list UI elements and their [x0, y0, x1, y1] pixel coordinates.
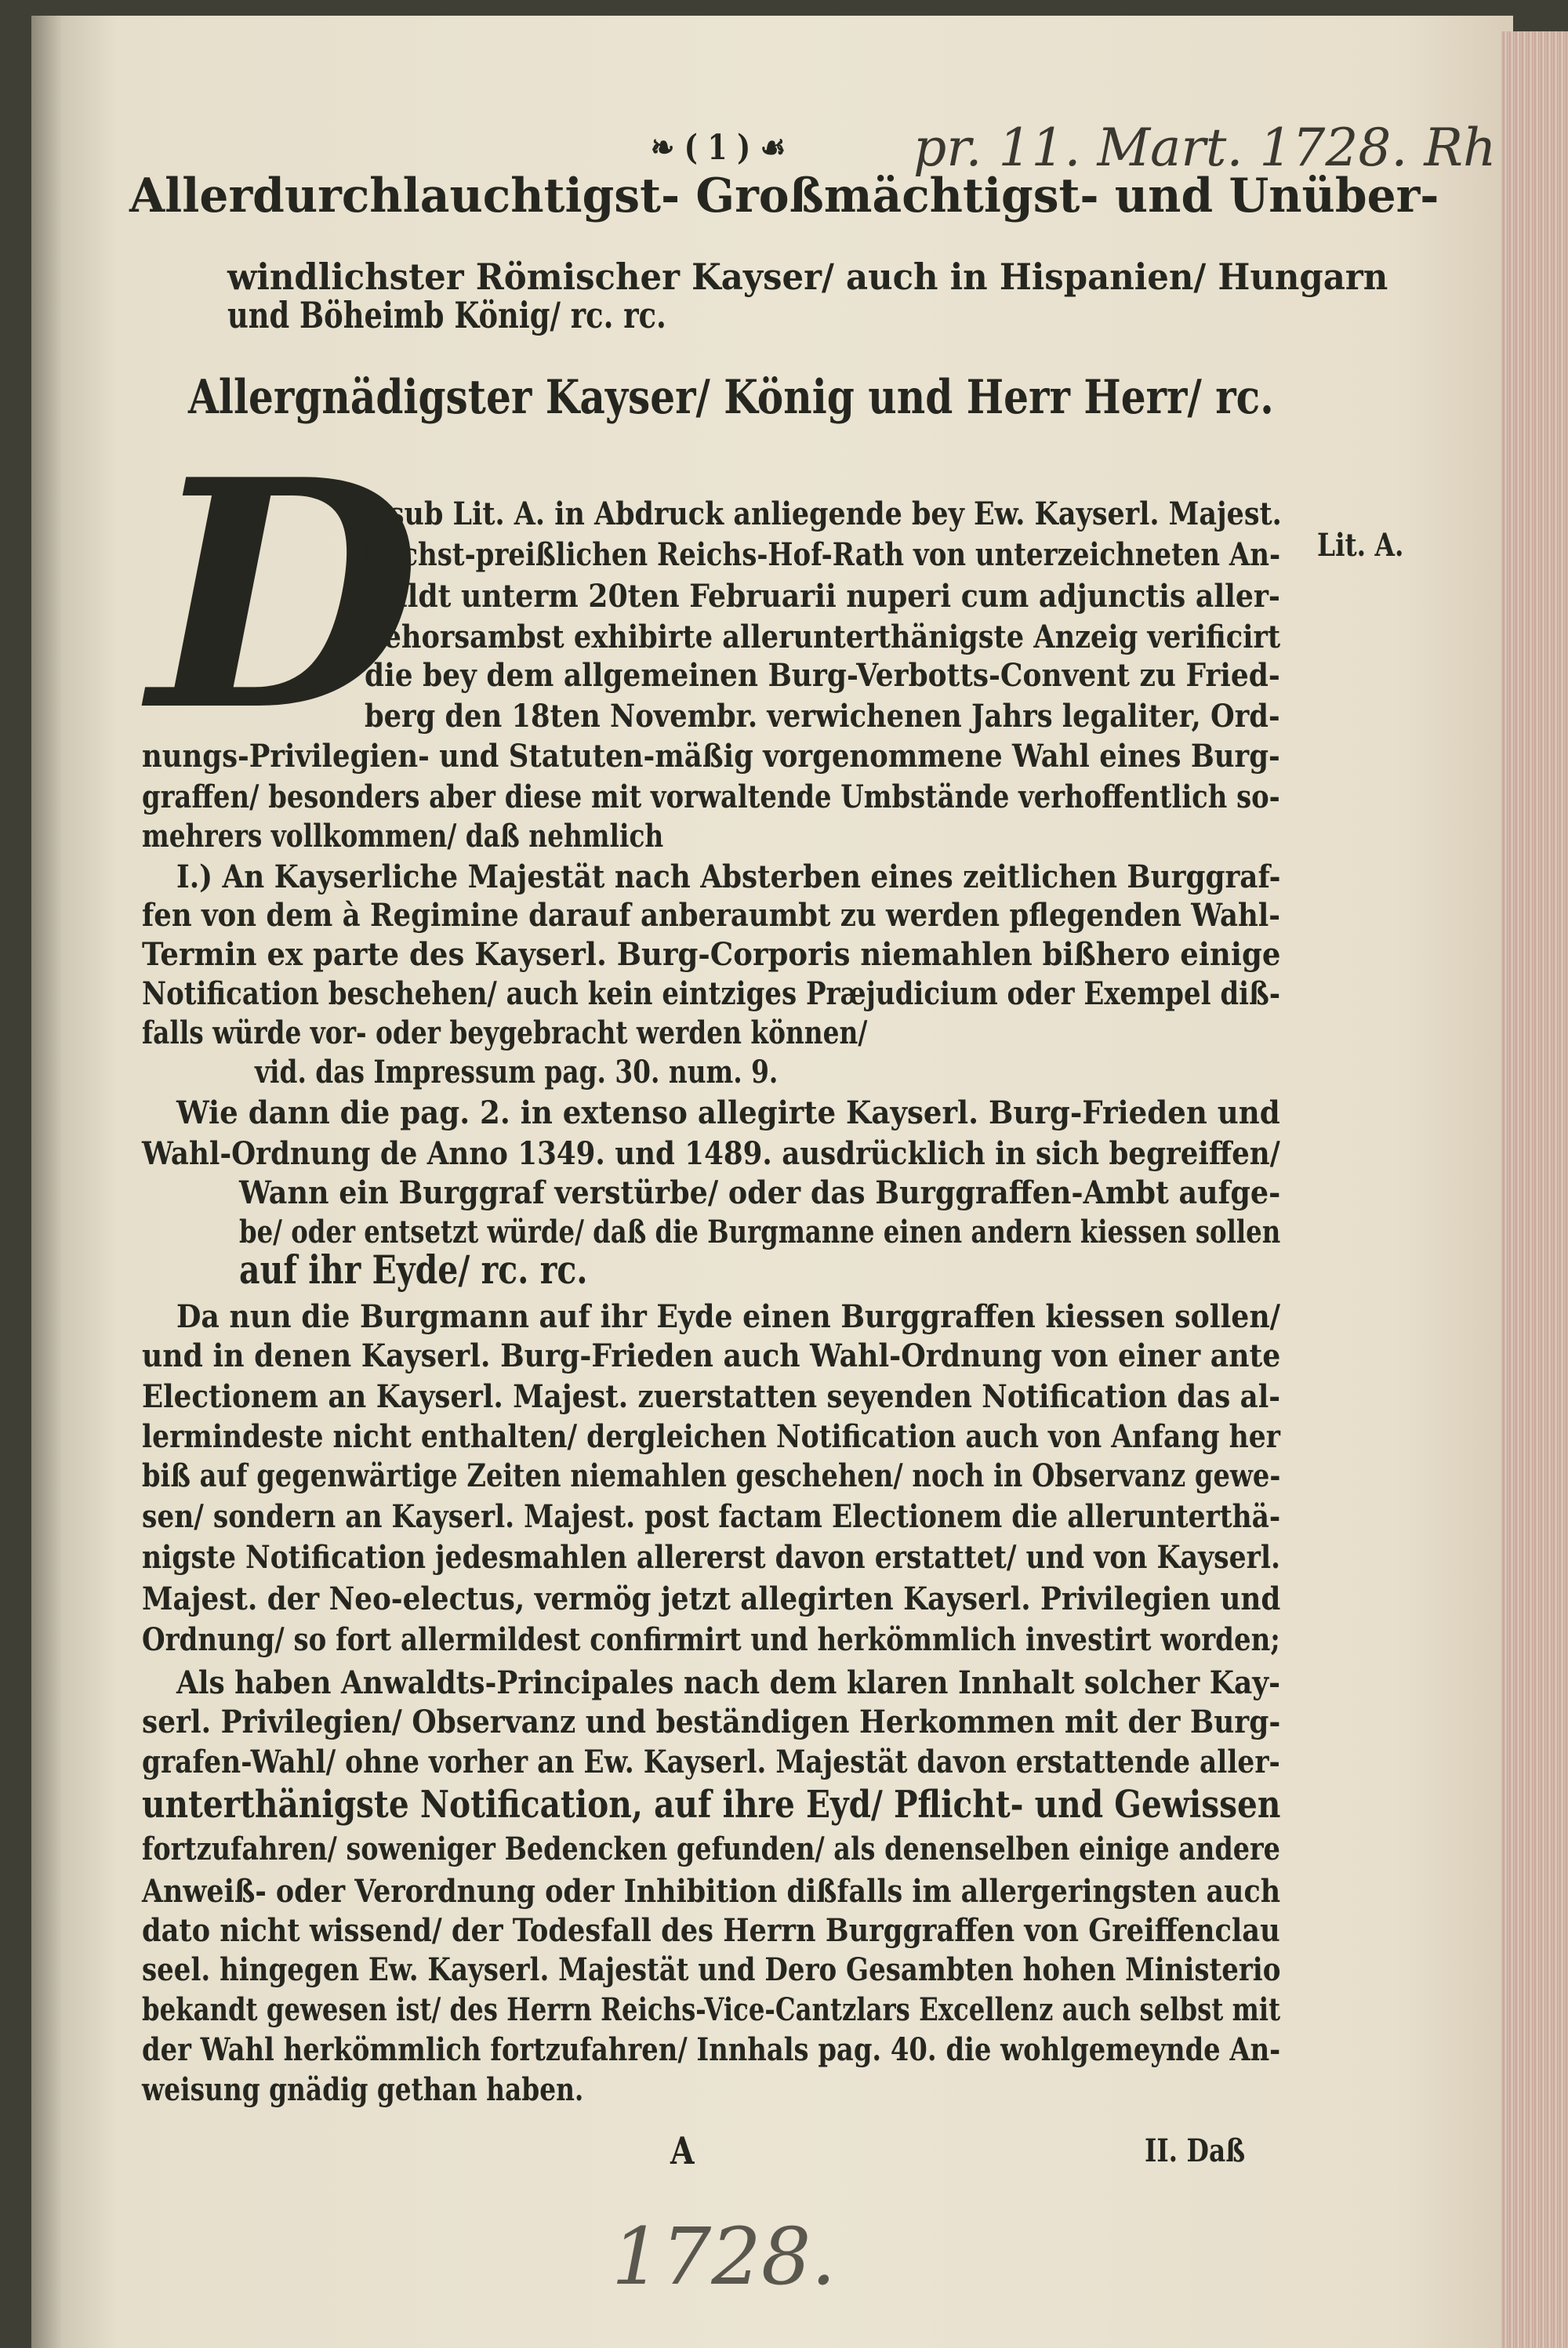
text-line: vid. das Impressum pag. 30. num. 9. — [255, 1054, 779, 1091]
ornament-left-icon: ❧ — [651, 128, 675, 168]
text-line: nigste Notification jedesmahlen allererst davon erstattet/ und von Kayserl. — [142, 1539, 1281, 1576]
text-line: Notification beschehen/ auch kein eintziges Præjudicium oder Exempel diß- — [142, 975, 1280, 1012]
text-line: weisung gnädig gethan haben. — [142, 2071, 584, 2108]
text-line: lermindeste nicht enthalten/ dergleichen Notification auch von Anfang her — [142, 1418, 1280, 1455]
text-line: nungs-Privilegien- und Statuten-mäßig vorgenommene Wahl eines Burg- — [142, 738, 1280, 775]
text-line: gehorsambst exhibirte allerunterthänigste Anzeig verificirt — [365, 619, 1281, 655]
text-line: falls würde vor- oder beygebracht werden können/ — [142, 1014, 868, 1051]
text-line: auf ihr Eyde/ rc. rc. — [239, 1247, 588, 1293]
text-line: Ordnung/ so fort allermildest confirmirt und herkömmlich investirt worden; — [142, 1621, 1280, 1658]
text-line: Je sub Lit. A. in Abdruck anliegende bey Ew. Kayserl. Majest. — [349, 495, 1282, 532]
text-line: sen/ sondern an Kayserl. Majest. post factam Electionem die allerunterthä- — [142, 1498, 1281, 1535]
signature-mark: A — [670, 2129, 695, 2173]
margin-note: Lit. A. — [1317, 527, 1404, 564]
page-number — [651, 129, 786, 167]
ornament-right-icon: ☙ — [760, 128, 786, 168]
text-line: dato nicht wissend/ der Todesfall des Herrn Burggraffen von Greiffenclau — [142, 1912, 1280, 1949]
page-number-text: ( 1 ) — [684, 128, 751, 168]
catchword: II. Daß — [1145, 2132, 1246, 2169]
text-line: seel. hingegen Ew. Kayserl. Majestät und Dero Gesambten hohen Ministerio — [142, 1951, 1281, 1988]
text-line: waldt unterm 20ten Februarii nuperi cum adjunctis aller- — [365, 578, 1280, 615]
text-line: Wahl-Ordnung de Anno 1349. und 1489. ausdrücklich in sich begreiffen/ — [142, 1135, 1280, 1172]
text-line: grafen-Wahl/ ohne vorher an Ew. Kayserl. Majestät davon erstattende aller- — [142, 1744, 1280, 1780]
text-line: graffen/ besonders aber diese mit vorwaltende Umbstände verhoffentlich so- — [142, 778, 1280, 815]
text-line: unterthänigste Notification, auf ihre Eyd/ Pflicht- und Gewissen — [142, 1783, 1281, 1827]
title-line-2: windlichster Römischer Kayser/ auch in Hispanien/ Hungarn — [227, 256, 1388, 298]
text-line: Als haben Anwaldts-Principales nach dem klaren Innhalt solcher Kay- — [176, 1664, 1280, 1701]
text-line: berg den 18ten Novembr. verwichenen Jahrs legaliter, Ord- — [365, 698, 1280, 735]
text-line: Majest. der Neo-electus, vermög jetzt allegirten Kayserl. Privilegien und — [142, 1580, 1281, 1617]
text-line: fen von dem à Regimine darauf anberaumbt zu werden pflegenden Wahl- — [142, 897, 1280, 934]
salutation: Allergnädigster Kayser/ König und Herr Herr/ rc. — [188, 370, 1274, 425]
title-line-1: Allerdurchlauchtigst- Großmächtigst- und Unüber- — [129, 169, 1439, 223]
text-line: und in denen Kayserl. Burg-Frieden auch Wahl-Ordnung von einer ante — [142, 1337, 1281, 1374]
handwritten-year: 1728. — [612, 2211, 837, 2303]
text-line: höchst-preißlichen Reichs-Hof-Rath von unterzeichneten An- — [365, 536, 1281, 573]
text-line: mehrers vollkommen/ daß nehmlich — [142, 818, 664, 855]
text-line: biß auf gegenwärtige Zeiten niemahlen geschehen/ noch in Observanz gewe- — [142, 1457, 1281, 1494]
page-edges — [1501, 31, 1568, 2348]
title-line-3: und Böheimb König/ rc. rc. — [227, 294, 666, 336]
text-line: Anweiß- oder Verordnung oder Inhibition dißfalls im allergeringsten auch — [142, 1873, 1281, 1910]
text-line: der Wahl herkömmlich fortzufahren/ Innhals pag. 40. die wohlgemeynde An- — [142, 2031, 1281, 2068]
text-line: be/ oder entsetzt würde/ daß die Burgmanne einen andern kiessen sollen — [239, 1214, 1281, 1250]
text-line: serl. Privilegien/ Observanz und beständigen Herkommen mit der Burg- — [142, 1704, 1281, 1740]
drop-cap: D — [149, 412, 421, 780]
text-line: fortzufahren/ soweniger Bedencken gefunden/ als denenselben einige andere — [142, 1831, 1280, 1867]
text-line: bekandt gewesen ist/ des Herrn Reichs-Vice-Cantzlars Excellenz auch selbst mit — [142, 1991, 1281, 2028]
text-line: Electionem an Kayserl. Majest. zuerstatten seyenden Notification das al- — [142, 1378, 1281, 1415]
text-line: I.) An Kayserliche Majestät nach Absterben eines zeitlichen Burggraf- — [176, 858, 1281, 895]
text-line: die bey dem allgemeinen Burg-Verbotts-Convent zu Fried- — [365, 657, 1280, 694]
text-line: Da nun die Burgmann auf ihr Eyde einen Burggraffen kiessen sollen/ — [176, 1298, 1280, 1335]
text-line: Wie dann die pag. 2. in extenso allegirte Kayserl. Burg-Frieden und — [176, 1094, 1280, 1131]
handwritten-note: pr. 11. Mart. 1728. Rh — [913, 118, 1497, 178]
text-line: Wann ein Burggraf verstürbe/ oder das Burggraffen-Ambt aufge- — [239, 1174, 1281, 1211]
text-line: Termin ex parte des Kayserl. Burg-Corporis niemahlen bißhero einige — [142, 936, 1281, 973]
